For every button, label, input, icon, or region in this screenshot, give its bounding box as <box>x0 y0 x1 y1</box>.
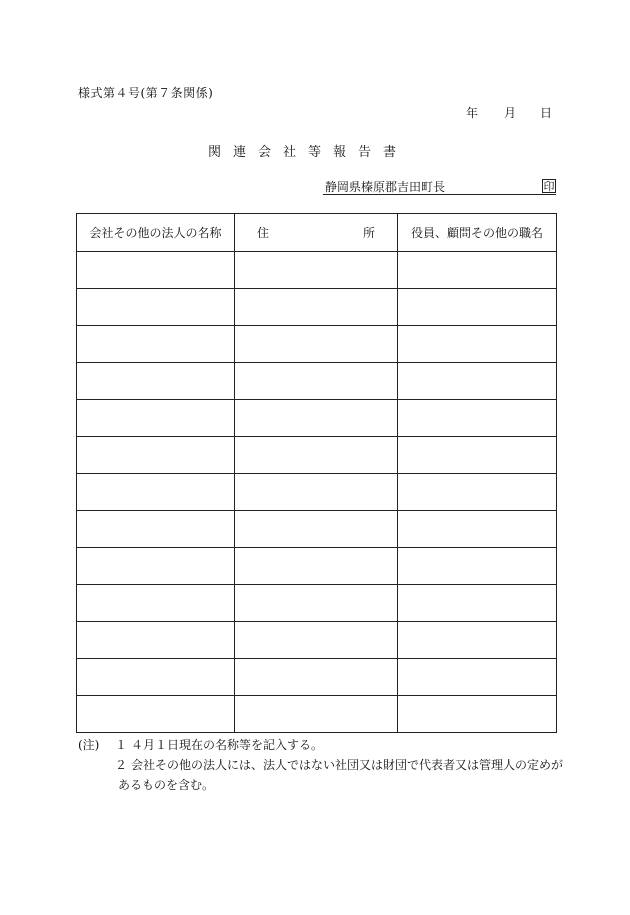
table-row <box>77 437 557 474</box>
cell-role[interactable] <box>398 326 557 363</box>
table-row <box>77 252 557 289</box>
cell-address[interactable] <box>235 474 398 511</box>
table-row <box>77 622 557 659</box>
cell-address[interactable] <box>235 585 398 622</box>
table-row <box>77 585 557 622</box>
cell-company-name[interactable] <box>77 474 235 511</box>
cell-role[interactable] <box>398 400 557 437</box>
note-item <box>78 735 558 755</box>
notes-label: (注) <box>78 738 100 752</box>
table-row <box>77 548 557 585</box>
date-year-label: 年 <box>466 106 479 120</box>
table-row <box>77 326 557 363</box>
cell-company-name[interactable] <box>77 511 235 548</box>
cell-address[interactable] <box>235 400 398 437</box>
date-month-label: 月 <box>504 106 517 120</box>
cell-role[interactable] <box>398 474 557 511</box>
cell-role[interactable] <box>398 252 557 289</box>
seal-mark: 印 <box>543 180 555 193</box>
form-number: 様式第４号(第７条関係) <box>78 86 214 100</box>
cell-address[interactable] <box>235 252 398 289</box>
notes-section <box>78 735 564 795</box>
cell-role[interactable] <box>398 437 557 474</box>
cell-company-name[interactable] <box>77 437 235 474</box>
date-day-label: 日 <box>540 106 553 120</box>
cell-address[interactable] <box>235 696 398 733</box>
cell-role[interactable] <box>398 548 557 585</box>
note-continuation-row <box>78 775 558 795</box>
table-row <box>77 659 557 696</box>
table-row <box>77 289 557 326</box>
header-role <box>398 214 557 252</box>
cell-company-name[interactable] <box>77 363 235 400</box>
cell-address[interactable] <box>235 511 398 548</box>
date-line <box>460 104 560 120</box>
header-role-label: 役員、顧問その他の職名 <box>410 226 543 240</box>
note-number: １ <box>115 738 128 752</box>
cell-company-name[interactable] <box>77 252 235 289</box>
note-number: ２ <box>115 758 128 772</box>
cell-address[interactable] <box>235 289 398 326</box>
table-header-row <box>77 214 557 252</box>
cell-address[interactable] <box>235 363 398 400</box>
addressee-text: 静岡県榛原郡吉田町長 <box>325 180 446 194</box>
cell-company-name[interactable] <box>77 400 235 437</box>
cell-company-name[interactable] <box>77 326 235 363</box>
cell-role[interactable] <box>398 622 557 659</box>
cell-company-name[interactable] <box>77 585 235 622</box>
header-address <box>235 214 398 252</box>
note-text: ４月１日現在の名称等を記入する。 <box>131 738 324 752</box>
note-continuation: あるものを含む。 <box>118 778 215 792</box>
report-table <box>76 213 557 733</box>
header-company-name-label: 会社その他の法人の名称 <box>89 226 222 240</box>
addressee-line <box>323 178 556 195</box>
header-company-name <box>77 214 235 252</box>
cell-company-name[interactable] <box>77 622 235 659</box>
table-row <box>77 363 557 400</box>
cell-role[interactable] <box>398 585 557 622</box>
cell-role[interactable] <box>398 659 557 696</box>
cell-address[interactable] <box>235 437 398 474</box>
cell-company-name[interactable] <box>77 548 235 585</box>
cell-address[interactable] <box>235 326 398 363</box>
note-text: 会社その他の法人には、法人ではない社団又は財団で代表者又は管理人の定めが <box>131 758 564 772</box>
table-row <box>77 511 557 548</box>
table-row <box>77 400 557 437</box>
header-address-left: 住 <box>257 226 270 240</box>
cell-company-name[interactable] <box>77 696 235 733</box>
cell-address[interactable] <box>235 622 398 659</box>
cell-company-name[interactable] <box>77 659 235 696</box>
cell-company-name[interactable] <box>77 289 235 326</box>
cell-address[interactable] <box>235 659 398 696</box>
document-title: 関連会社等報告書 <box>208 145 409 160</box>
header-address-right: 所 <box>362 226 375 240</box>
table-row <box>77 696 557 733</box>
cell-role[interactable] <box>398 363 557 400</box>
cell-role[interactable] <box>398 696 557 733</box>
cell-role[interactable] <box>398 289 557 326</box>
cell-role[interactable] <box>398 511 557 548</box>
table-row <box>77 474 557 511</box>
note-item <box>78 755 564 775</box>
cell-address[interactable] <box>235 548 398 585</box>
